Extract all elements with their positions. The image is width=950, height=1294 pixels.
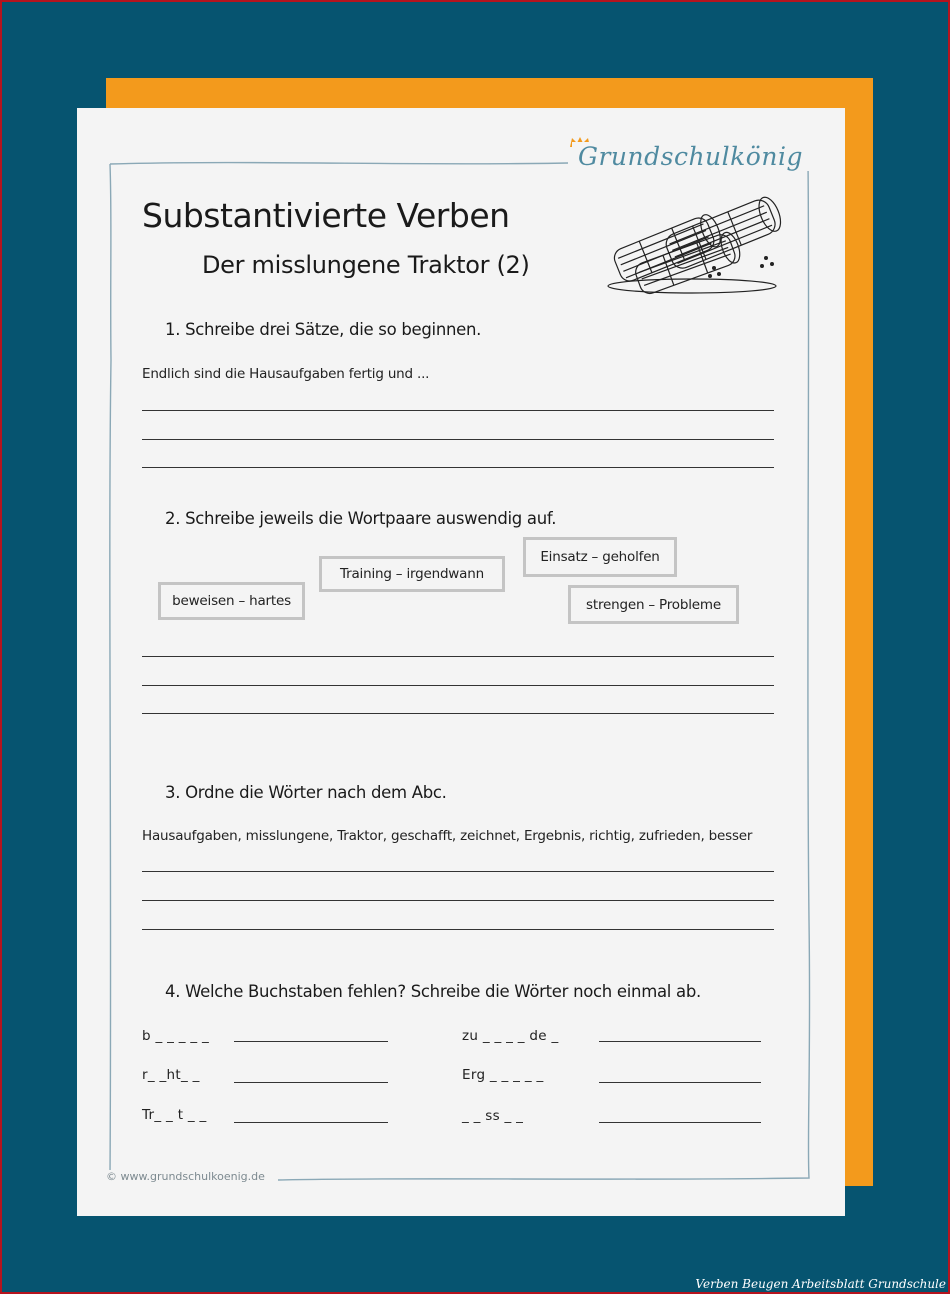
footer-copyright: © www.grundschulkoenig.de [106,1170,271,1183]
brand-logo: Grundschulkönig [572,142,809,171]
answer-line[interactable] [599,1122,761,1123]
word-pair-card: beweisen – hartes [158,582,305,620]
hand-drawn-frame [108,160,812,1182]
task-2-heading: 2. Schreibe jeweils die Wortpaare auswendig auf. [165,509,557,528]
writing-line[interactable] [142,871,774,872]
gap-word: Erg _ _ _ _ _ [462,1067,544,1083]
page-subtitle: Der misslungene Traktor (2) [202,251,530,279]
writing-line[interactable] [142,656,774,657]
word-pair-card: strengen – Probleme [568,585,739,624]
caption-watermark: Verben Beugen Arbeitsblatt Grundschule [695,1277,946,1291]
page-title: Substantivierte Verben [142,196,510,235]
answer-line[interactable] [234,1082,388,1083]
writing-line[interactable] [142,929,774,930]
writing-line[interactable] [142,410,774,411]
word-pair-card: Training – irgendwann [319,556,505,592]
task-1-heading: 1. Schreibe drei Sätze, die so beginnen. [165,320,482,339]
gap-word: _ _ ss _ _ [462,1108,524,1124]
task-4-heading: 4. Welche Buchstaben fehlen? Schreibe die Wörter noch einmal ab. [165,982,701,1001]
word-pair-card: Einsatz – geholfen [523,537,677,577]
writing-line[interactable] [142,900,774,901]
gap-word: b _ _ _ _ _ [142,1028,210,1044]
writing-line[interactable] [142,685,774,686]
writing-line[interactable] [142,439,774,440]
answer-line[interactable] [599,1082,761,1083]
gap-word: zu _ _ _ _ de _ [462,1028,559,1044]
writing-line[interactable] [142,467,774,468]
gap-word: r_ _ht_ _ [142,1067,200,1083]
gap-word: Tr_ _ t _ _ [142,1107,207,1123]
writing-line[interactable] [142,713,774,714]
task-3-word-list: Hausaufgaben, misslungene, Traktor, geschafft, zeichnet, Ergebnis, richtig, zufrieden, besser [142,828,753,844]
straw-bundles-illustration [606,196,782,296]
task-3-heading: 3. Ordne die Wörter nach dem Abc. [165,783,447,802]
answer-line[interactable] [599,1041,761,1042]
answer-line[interactable] [234,1041,388,1042]
answer-line[interactable] [234,1122,388,1123]
task-1-prompt: Endlich sind die Hausaufgaben fertig und ... [142,366,430,382]
